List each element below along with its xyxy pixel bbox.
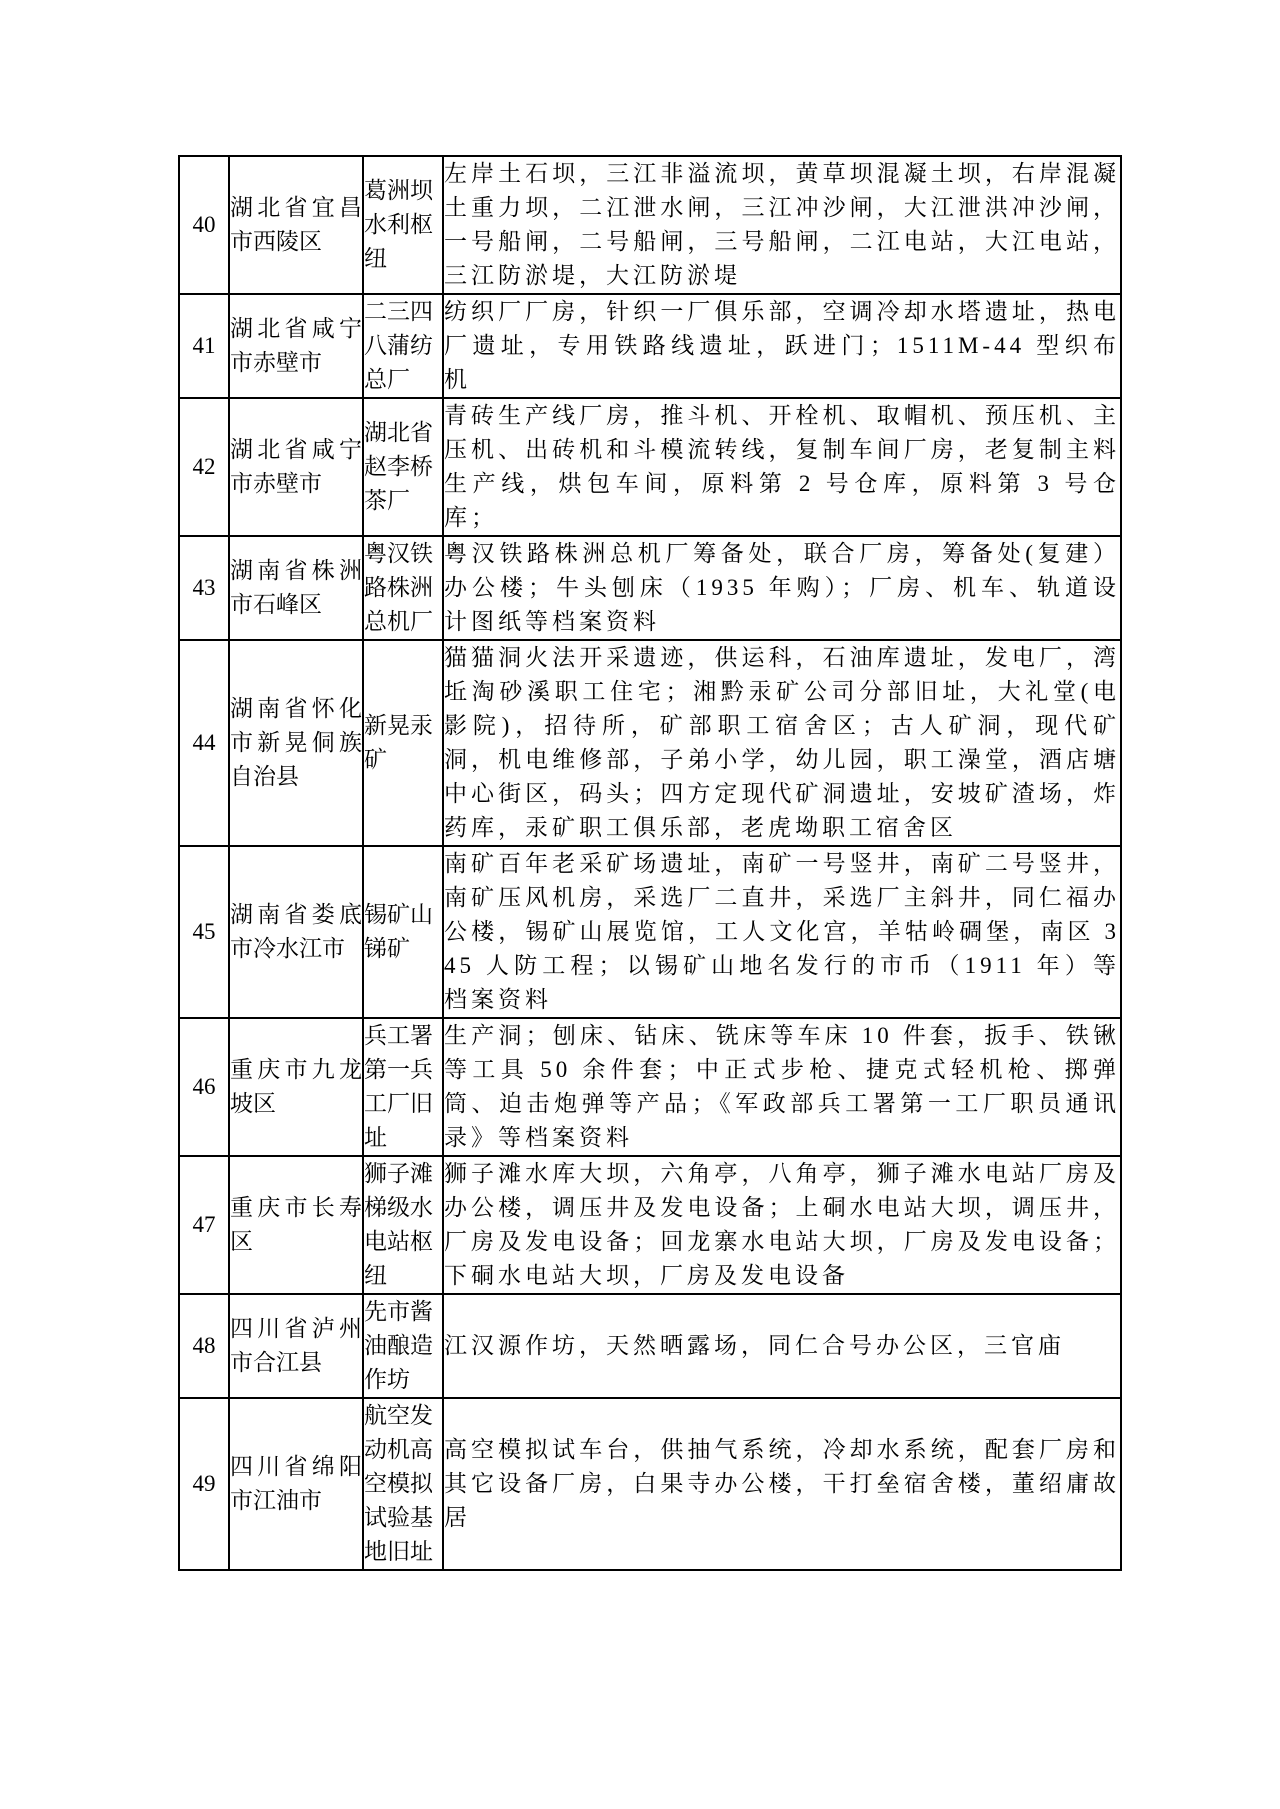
items-cell: 江汉源作坊，天然晒露场，同仁合号办公区，三官庙 [443,1294,1121,1398]
region-cell: 湖北省咸宁市赤壁市 [229,398,363,536]
site-name-cell: 二三四八蒲纺总厂 [363,294,443,398]
items-cell: 南矿百年老采矿场遗址，南矿一号竖井，南矿二号竖井，南矿压风机房，采选厂二直井，采选厂主斜井，同仁福办公楼，锡矿山展览馆，工人文化宫，羊牯岭碉堡，南区 345 人防工程；以锡矿山地名发行的市币（1911 年）等档案资料 [443,846,1121,1018]
site-name-cell: 粤汉铁路株洲总机厂 [363,536,443,640]
site-name-cell: 航空发动机高空模拟试验基地旧址 [363,1398,443,1570]
table-row [179,640,1121,846]
region-cell: 湖北省宜昌市西陵区 [229,156,363,294]
table-row [179,156,1121,294]
table-row [179,294,1121,398]
industrial-heritage-table [178,155,1122,1571]
table-body [179,156,1121,1570]
site-name-cell: 锡矿山锑矿 [363,846,443,1018]
row-number-cell: 45 [179,846,229,1018]
row-number-cell: 48 [179,1294,229,1398]
row-number-cell: 47 [179,1156,229,1294]
site-name-cell: 先市酱油酿造作坊 [363,1294,443,1398]
table-row [179,1018,1121,1156]
items-cell: 生产洞；刨床、钻床、铣床等车床 10 件套，扳手、铁锹等工具 50 余件套；中正式步枪、捷克式轻机枪、掷弹筒、迫击炮弹等产品；《军政部兵工署第一工厂职员通讯录》等档案资料 [443,1018,1121,1156]
items-cell: 左岸土石坝，三江非溢流坝，黄草坝混凝土坝，右岸混凝土重力坝，二江泄水闸，三江冲沙闸，大江泄洪冲沙闸，一号船闸，二号船闸，三号船闸，二江电站，大江电站，三江防淤堤，大江防淤堤 [443,156,1121,294]
site-name-cell: 兵工署第一兵工厂旧址 [363,1018,443,1156]
site-name-cell: 新晃汞矿 [363,640,443,846]
items-cell: 高空模拟试车台，供抽气系统，冷却水系统，配套厂房和其它设备厂房，白果寺办公楼，干打垒宿舍楼，董绍庸故居 [443,1398,1121,1570]
region-cell: 湖南省娄底市冷水江市 [229,846,363,1018]
items-cell: 粤汉铁路株洲总机厂筹备处，联合厂房，筹备处(复建）办公楼；牛头刨床（1935 年购）；厂房、机车、轨道设计图纸等档案资料 [443,536,1121,640]
site-name-cell: 湖北省赵李桥茶厂 [363,398,443,536]
site-name-cell: 葛洲坝水利枢纽 [363,156,443,294]
region-cell: 四川省绵阳市江油市 [229,1398,363,1570]
table-row [179,846,1121,1018]
table-row [179,1398,1121,1570]
row-number-cell: 43 [179,536,229,640]
table-row [179,1294,1121,1398]
row-number-cell: 41 [179,294,229,398]
region-cell: 四川省泸州市合江县 [229,1294,363,1398]
items-cell: 猫猫洞火法开采遗迹，供运科，石油库遗址，发电厂，湾坵淘砂溪职工住宅；湘黔汞矿公司分部旧址，大礼堂(电影院)，招待所，矿部职工宿舍区；古人矿洞，现代矿洞，机电维修部，子弟小学，幼儿园，职工澡堂，酒店塘中心街区，码头；四方定现代矿洞遗址，安坡矿渣场，炸药库，汞矿职工俱乐部，老虎坳职工宿舍区 [443,640,1121,846]
table-row [179,398,1121,536]
row-number-cell: 44 [179,640,229,846]
items-cell: 纺织厂厂房，针织一厂俱乐部，空调冷却水塔遗址，热电厂遗址，专用铁路线遗址，跃进门；1511M-44 型织布机 [443,294,1121,398]
row-number-cell: 49 [179,1398,229,1570]
row-number-cell: 42 [179,398,229,536]
items-cell: 狮子滩水库大坝，六角亭，八角亭，狮子滩水电站厂房及办公楼，调压井及发电设备；上硐水电站大坝，调压井，厂房及发电设备；回龙寨水电站大坝，厂房及发电设备；下硐水电站大坝，厂房及发电设备 [443,1156,1121,1294]
site-name-cell: 狮子滩梯级水电站枢纽 [363,1156,443,1294]
region-cell: 重庆市九龙坡区 [229,1018,363,1156]
row-number-cell: 40 [179,156,229,294]
region-cell: 湖南省怀化市新晃侗族自治县 [229,640,363,846]
row-number-cell: 46 [179,1018,229,1156]
region-cell: 湖北省咸宁市赤壁市 [229,294,363,398]
region-cell: 重庆市长寿区 [229,1156,363,1294]
table-row [179,536,1121,640]
table-row [179,1156,1121,1294]
region-cell: 湖南省株洲市石峰区 [229,536,363,640]
items-cell: 青砖生产线厂房，推斗机、开栓机、取帽机、预压机、主压机、出砖机和斗模流转线，复制车间厂房，老复制主料生产线，烘包车间，原料第 2 号仓库，原料第 3 号仓库； [443,398,1121,536]
